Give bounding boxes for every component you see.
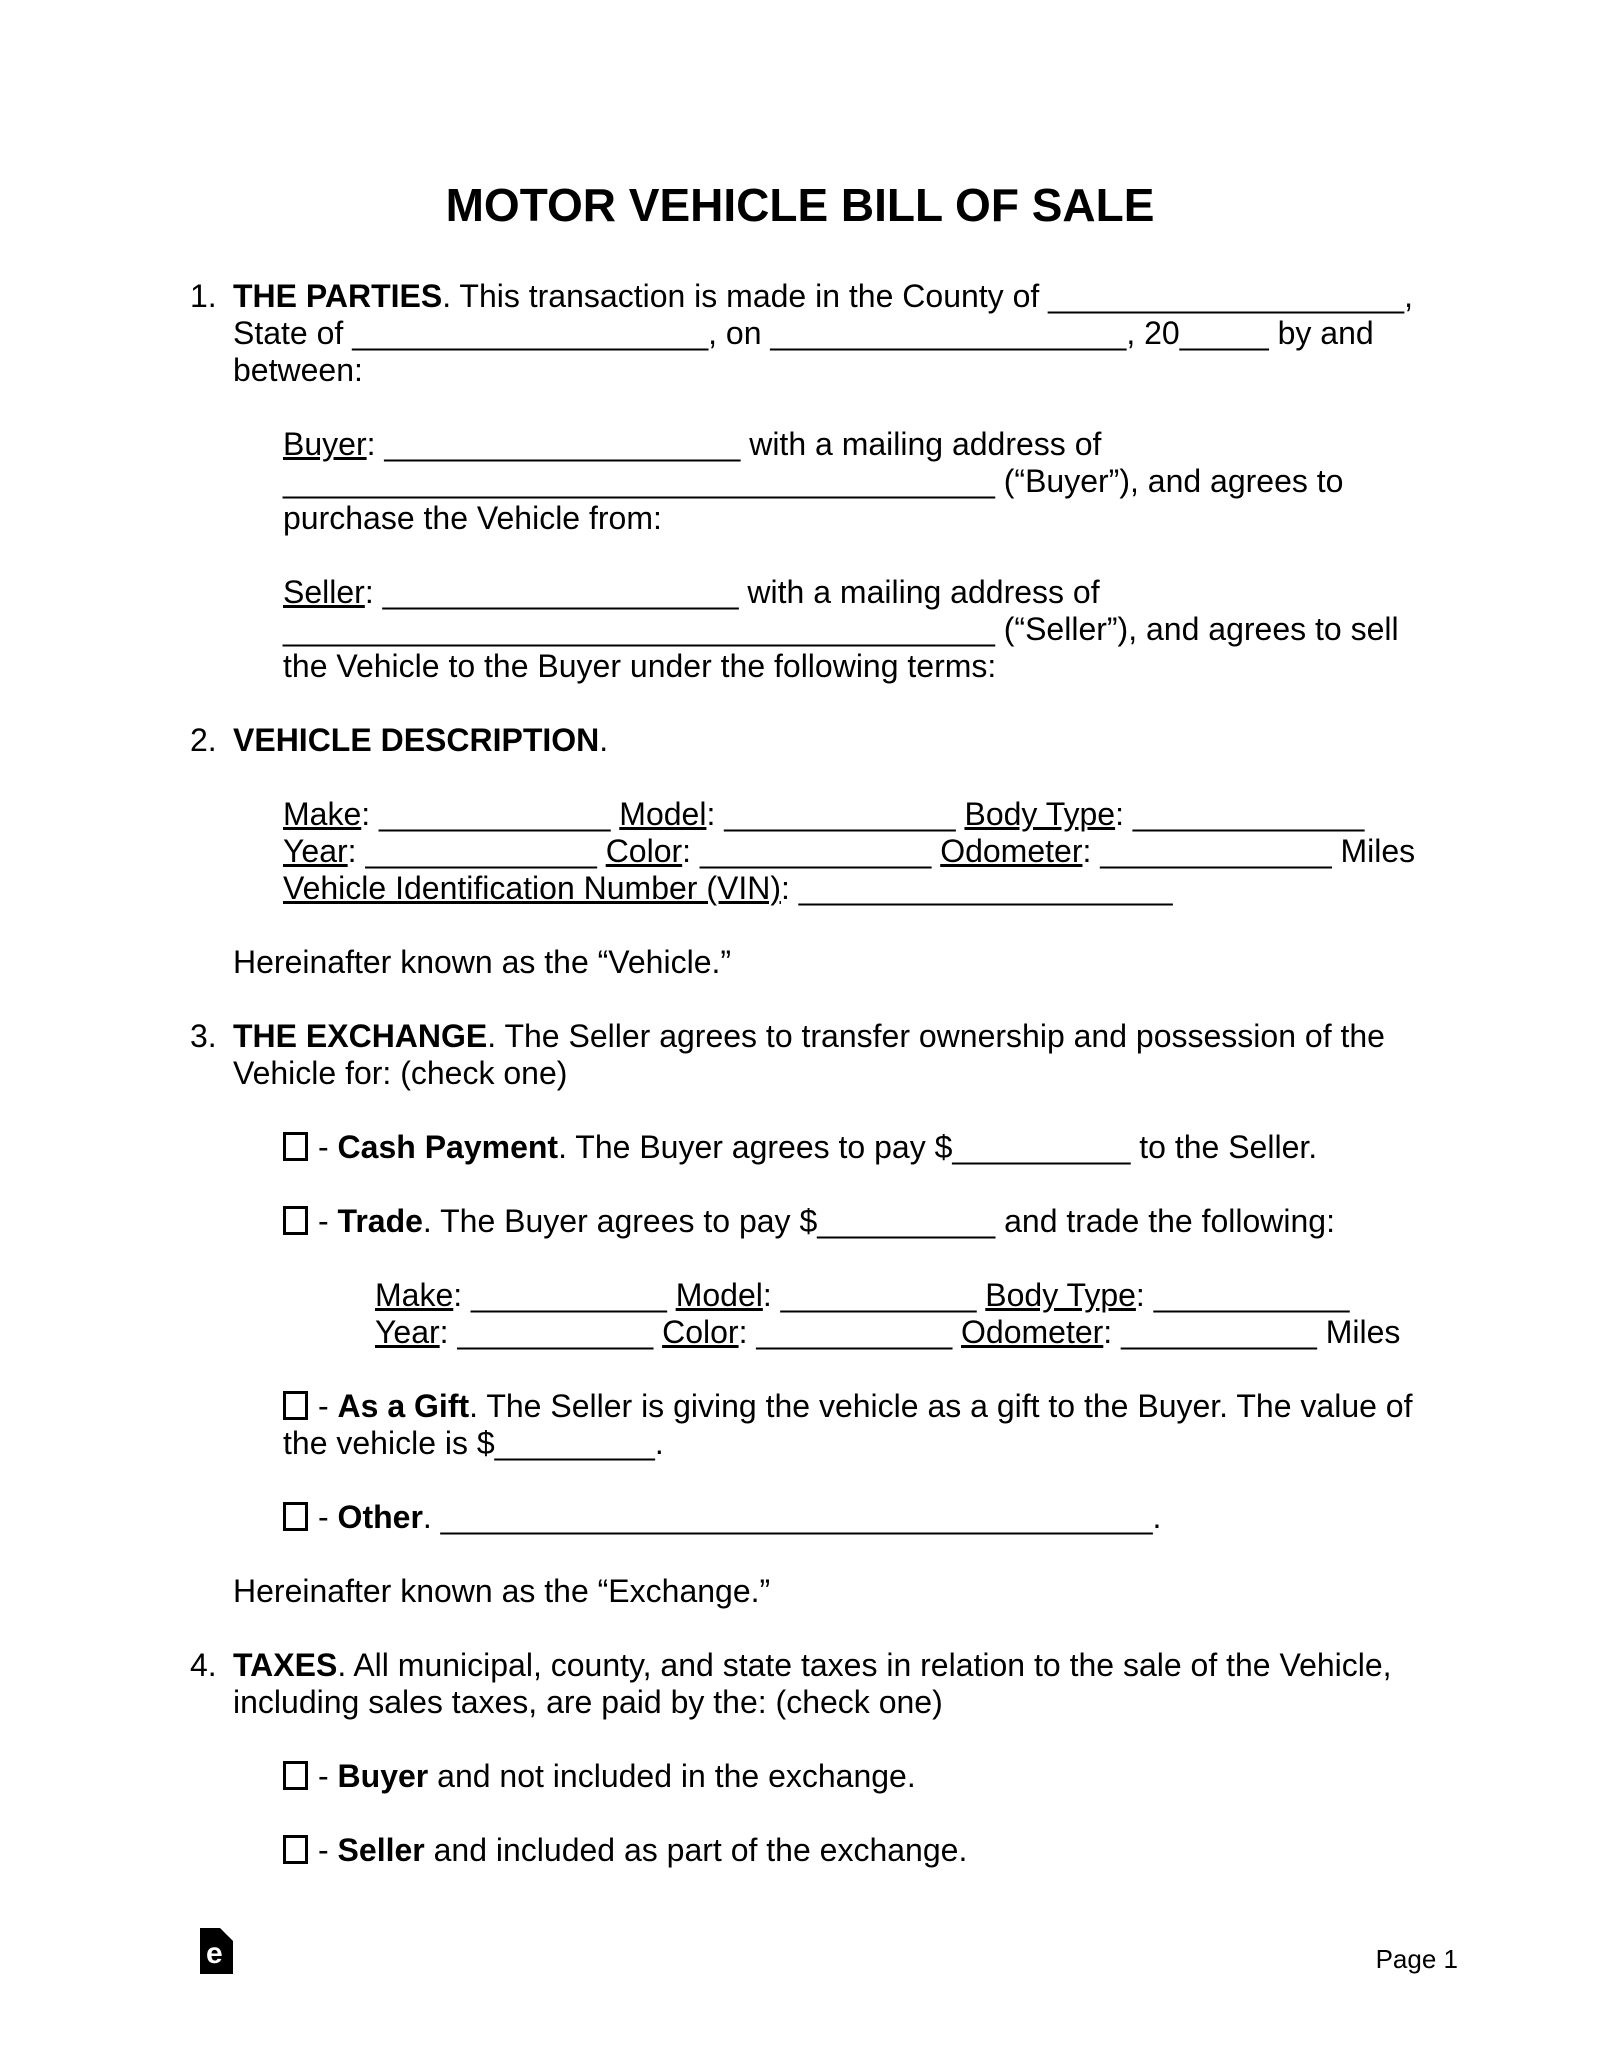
trade-vehicle-fields-paragraph [375, 1277, 1410, 1351]
section-vehicle-body [233, 722, 1410, 759]
text-line [283, 1758, 1410, 1795]
trade-year-field: : ___________ [439, 1314, 663, 1350]
section-parties-body [233, 278, 1413, 389]
section-vehicle-heading: VEHICLE DESCRIPTION [233, 722, 600, 758]
text-line [233, 1647, 1410, 1684]
county-sentence: . This transaction is made in the County of ____________________, [442, 278, 1413, 314]
text-line [283, 500, 1410, 537]
seller-terms-text: the Vehicle to the Buyer under the following terms: [283, 648, 997, 684]
text-line [375, 1277, 1410, 1314]
odometer-label: Odometer [940, 833, 1083, 869]
trade-make-label: Make [375, 1277, 454, 1313]
section-taxes-body [233, 1647, 1410, 1721]
trade-checkbox[interactable] [283, 1206, 308, 1235]
text-line [283, 1388, 1413, 1425]
dash: - [318, 1758, 338, 1794]
taxes-seller-label: Seller [337, 1832, 425, 1868]
vin-field: : _____________________ [781, 870, 1173, 906]
body-type-label: Body Type [964, 796, 1116, 832]
text-line [283, 611, 1410, 648]
trade-color-label: Color [662, 1314, 739, 1350]
cash-payment-checkbox[interactable] [283, 1132, 308, 1161]
taxes-seller-text: and included as part of the exchange. [424, 1832, 968, 1868]
gift-option [283, 1388, 1413, 1462]
trade-year-label: Year [375, 1314, 440, 1350]
taxes-seller-checkbox[interactable] [283, 1835, 308, 1864]
text-line [233, 278, 1413, 315]
seller-label: Seller [283, 574, 365, 610]
other-label: Other [337, 1499, 423, 1535]
cash-payment-option [283, 1129, 1410, 1166]
trade-color-field: : ___________ [738, 1314, 961, 1350]
text-line [283, 574, 1410, 611]
trade-body-type-field: : ___________ [1135, 1277, 1350, 1313]
text-line [233, 1055, 1410, 1092]
other-field: . ________________________________________. [422, 1499, 1162, 1535]
trade-make-field: : ___________ [453, 1277, 676, 1313]
text-line [233, 315, 1413, 352]
trade-label: Trade [337, 1203, 423, 1239]
dash: - [318, 1499, 338, 1535]
buyer-purchase-text: purchase the Vehicle from: [283, 500, 662, 536]
text-line [233, 944, 1410, 981]
section-taxes-number: 4. [190, 1647, 217, 1683]
section-taxes-heading: TAXES [233, 1647, 338, 1683]
buyer-name-field: : ____________________ with a mailing address of [366, 426, 1102, 462]
color-field: : _____________ [682, 833, 941, 869]
seller-address-field: ________________________________________ (“Seller”), and agrees to sell [283, 611, 1399, 647]
eforms-logo-icon [200, 1928, 233, 1982]
taxes-buyer-option [283, 1758, 1410, 1795]
vehicle-fields-paragraph [283, 796, 1416, 907]
gift-checkbox[interactable] [283, 1391, 308, 1420]
taxes-buyer-text: and not included in the exchange. [428, 1758, 916, 1794]
taxes-check-one-text: including sales taxes, are paid by the: (check one) [233, 1684, 943, 1720]
color-label: Color [605, 833, 683, 869]
model-label: Model [619, 796, 707, 832]
section-exchange-body [233, 1018, 1410, 1092]
hereinafter-exchange-text: Hereinafter known as the “Exchange.” [233, 1573, 771, 1609]
dash: - [318, 1203, 338, 1239]
hereinafter-vehicle-paragraph [233, 944, 1410, 981]
trade-model-label: Model [675, 1277, 763, 1313]
text-line [375, 1314, 1410, 1351]
section-exchange-heading: THE EXCHANGE [233, 1018, 488, 1054]
text-line [283, 463, 1410, 500]
taxes-buyer-checkbox[interactable] [283, 1761, 308, 1790]
section-parties-heading: THE PARTIES [233, 278, 443, 314]
section-vehicle-description [190, 722, 1410, 759]
other-checkbox[interactable] [283, 1502, 308, 1531]
exchange-check-one-text: Vehicle for: (check one) [233, 1055, 568, 1091]
make-label: Make [283, 796, 362, 832]
state-date-sentence: State of ____________________, on ____________________, 20_____ by and [233, 315, 1374, 351]
page-title: MOTOR VEHICLE BILL OF SALE [445, 179, 1155, 231]
trade-option [283, 1203, 1410, 1240]
gift-text-line1: . The Seller is giving the vehicle as a gift to the Buyer. The value of [469, 1388, 1413, 1424]
section-taxes [190, 1647, 1410, 1721]
trade-body-type-label: Body Type [985, 1277, 1136, 1313]
text-line [233, 1018, 1410, 1055]
dash: - [318, 1129, 338, 1165]
text-line [283, 648, 1410, 685]
exchange-sentence: . The Seller agrees to transfer ownership and possession of the [487, 1018, 1385, 1054]
year-field: : _____________ [347, 833, 606, 869]
make-field: : _____________ [361, 796, 620, 832]
buyer-label: Buyer [283, 426, 367, 462]
section-exchange [190, 1018, 1410, 1092]
taxes-buyer-label: Buyer [337, 1758, 429, 1794]
text-line [283, 1499, 1410, 1536]
text-line [233, 1684, 1410, 1721]
text-line [283, 1832, 1410, 1869]
cash-payment-text: . The Buyer agrees to pay $__________ to the Seller. [558, 1129, 1318, 1165]
trade-text: . The Buyer agrees to pay $__________ and trade the following: [422, 1203, 1335, 1239]
trade-model-field: : ___________ [762, 1277, 986, 1313]
text-line [283, 870, 1410, 907]
text-line [283, 796, 1410, 833]
between-text: between: [233, 352, 363, 388]
section-parties [190, 278, 1413, 389]
odometer-field: : _____________ Miles [1082, 833, 1416, 869]
text-line [233, 352, 1413, 389]
buyer-paragraph [283, 426, 1410, 537]
taxes-sentence: . All municipal, county, and state taxes in relation to the sale of the Vehicle, [337, 1647, 1392, 1683]
year-label: Year [283, 833, 348, 869]
text-line [233, 722, 1410, 759]
trade-odometer-label: Odometer [961, 1314, 1104, 1350]
model-field: : _____________ [706, 796, 965, 832]
text-line [283, 1203, 1410, 1240]
other-option [283, 1499, 1410, 1536]
text-line [283, 1129, 1410, 1166]
dash: - [318, 1388, 338, 1424]
section-parties-number: 1. [190, 278, 217, 314]
body-type-field: : _____________ [1115, 796, 1365, 832]
seller-name-field: : ____________________ with a mailing address of [364, 574, 1100, 610]
text-line [233, 1573, 1410, 1610]
logo-letter: e [206, 1937, 223, 1970]
dash: - [318, 1832, 338, 1868]
cash-payment-label: Cash Payment [337, 1129, 559, 1165]
section-exchange-number: 3. [190, 1018, 217, 1054]
buyer-address-field: ________________________________________ (“Buyer”), and agrees to [283, 463, 1344, 499]
vin-label: Vehicle Identification Number (VIN) [283, 870, 781, 906]
hereinafter-exchange-paragraph [233, 1573, 1410, 1610]
text-line [283, 1425, 1410, 1462]
page-number: Page 1 [1375, 1944, 1458, 1974]
gift-label: As a Gift [337, 1388, 470, 1424]
section-vehicle-number: 2. [190, 722, 217, 758]
taxes-seller-option [283, 1832, 1410, 1869]
text-line [283, 833, 1416, 870]
heading-period: . [599, 722, 609, 758]
gift-value-field: the vehicle is $_________. [283, 1425, 664, 1461]
text-line [283, 426, 1410, 463]
seller-paragraph [283, 574, 1410, 685]
hereinafter-vehicle-text: Hereinafter known as the “Vehicle.” [233, 944, 732, 980]
trade-odometer-field: : ___________ Miles [1103, 1314, 1401, 1350]
